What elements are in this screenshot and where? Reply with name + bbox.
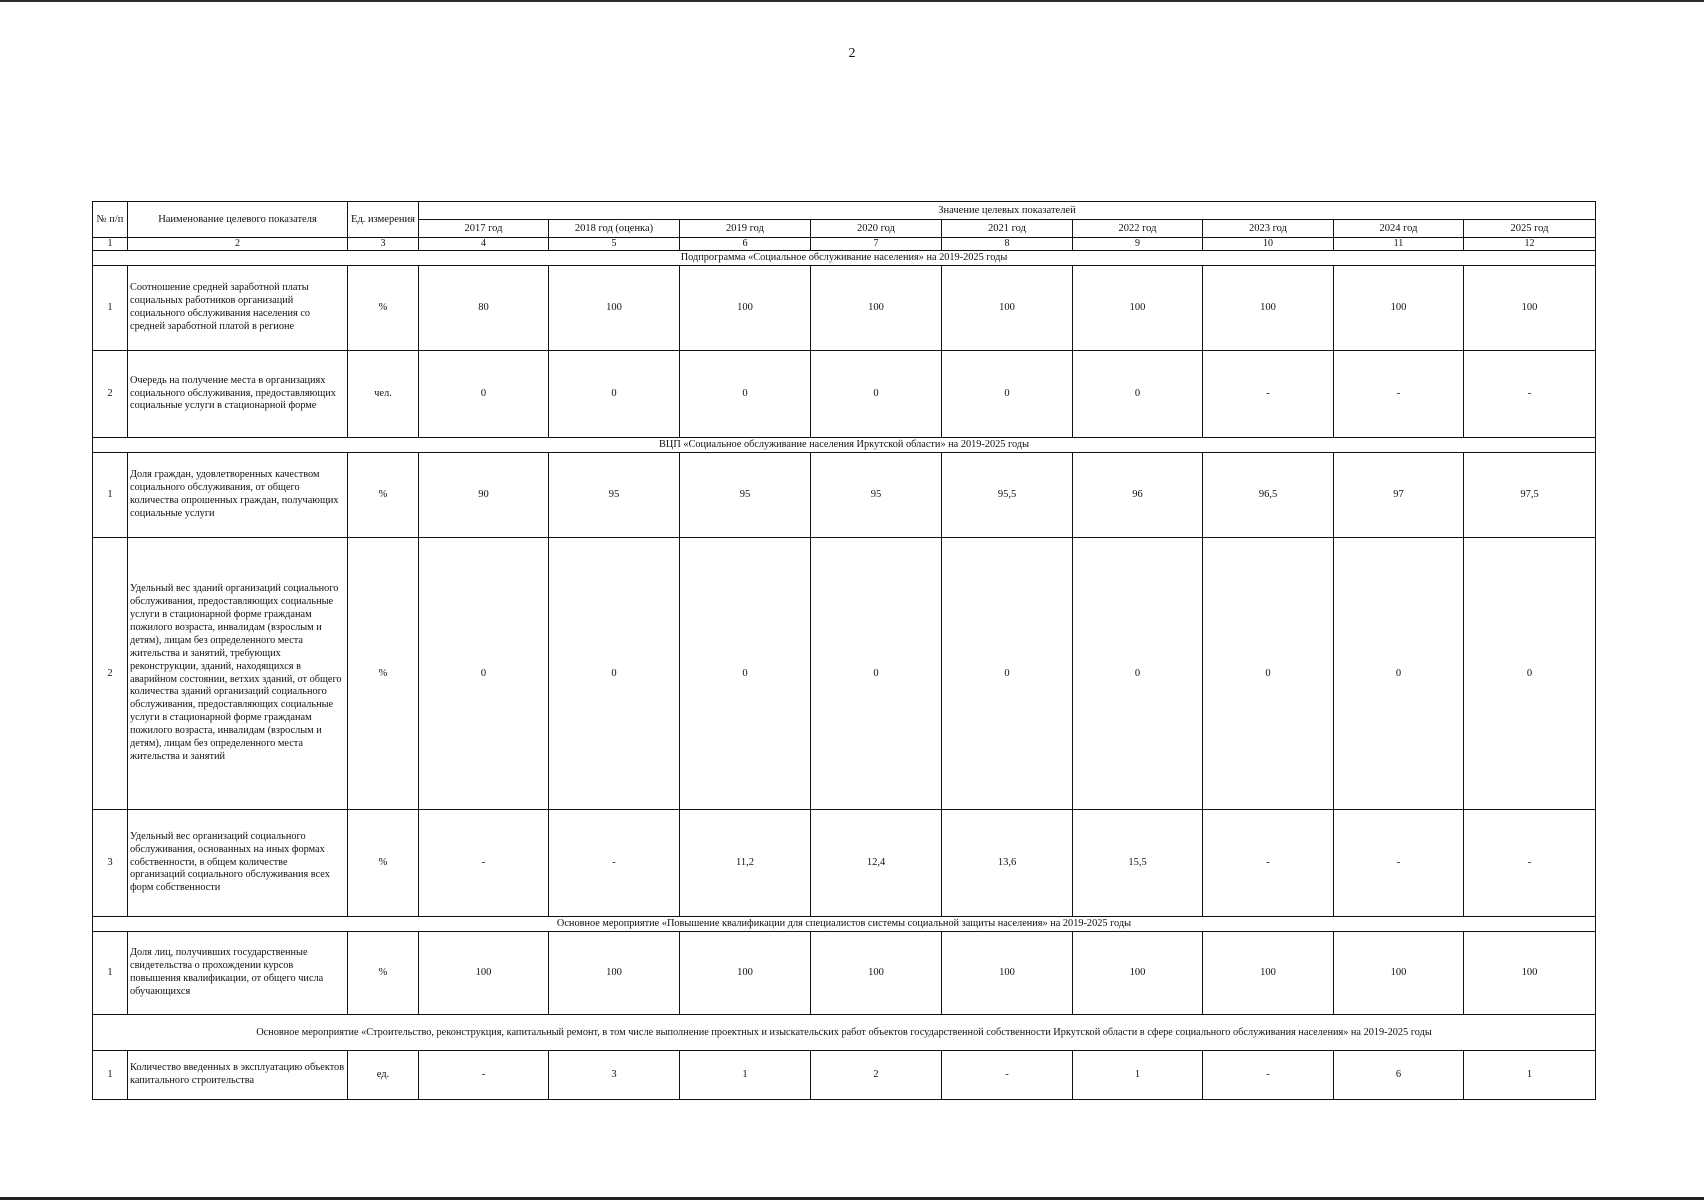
value-cell: 100 [1203, 932, 1334, 1015]
value-cell: 0 [419, 538, 549, 810]
unit-cell: % [348, 266, 419, 351]
value-cell: 0 [942, 538, 1073, 810]
header-year: 2020 год [811, 220, 942, 238]
value-cell: 100 [419, 932, 549, 1015]
value-cell: 100 [1203, 266, 1334, 351]
value-cell: 100 [1464, 266, 1596, 351]
value-cell: 100 [942, 266, 1073, 351]
section-row [93, 251, 1596, 266]
section-row [93, 917, 1596, 932]
value-cell: 96,5 [1203, 453, 1334, 538]
column-number: 2 [128, 238, 348, 251]
value-cell: 0 [1464, 538, 1596, 810]
value-cell: - [1334, 351, 1464, 438]
unit-cell: ед. [348, 1051, 419, 1100]
value-cell: 100 [1464, 932, 1596, 1015]
unit-cell: % [348, 453, 419, 538]
column-number-row [93, 238, 1596, 251]
indicator-name: Количество введенных в эксплуатацию объектов капитального строительства [128, 1051, 348, 1100]
value-cell: 1 [1464, 1051, 1596, 1100]
value-cell: 11,2 [680, 810, 811, 917]
value-cell: 13,6 [942, 810, 1073, 917]
value-cell: 0 [549, 351, 680, 438]
header-year: 2023 год [1203, 220, 1334, 238]
indicator-name: Доля граждан, удовлетворенных качеством социального обслуживания, от общего количества опрошенных граждан, получающих социальные услуги [128, 453, 348, 538]
value-cell: 0 [680, 351, 811, 438]
table-row [93, 1051, 1596, 1100]
value-cell: 0 [680, 538, 811, 810]
indicator-name: Удельный вес организаций социального обслуживания, основанных на иных формах собственности, в общем количестве организаций социального обслуживания всех форм собственности [128, 810, 348, 917]
column-number: 10 [1203, 238, 1334, 251]
value-cell: 100 [1073, 932, 1203, 1015]
header-year: 2022 год [1073, 220, 1203, 238]
indicator-name: Соотношение средней заработной платы социальных работников организаций социального обслуживания населения со средней заработной платой в регионе [128, 266, 348, 351]
header-year: 2021 год [942, 220, 1073, 238]
value-cell: - [1203, 351, 1334, 438]
row-num: 3 [93, 810, 128, 917]
row-num: 2 [93, 351, 128, 438]
header-values-group: Значение целевых показателей [419, 202, 1596, 220]
table-row [93, 266, 1596, 351]
value-cell: 15,5 [1073, 810, 1203, 917]
value-cell: 12,4 [811, 810, 942, 917]
unit-cell: % [348, 932, 419, 1015]
row-num: 2 [93, 538, 128, 810]
section-row [93, 1015, 1596, 1051]
value-cell: 1 [680, 1051, 811, 1100]
value-cell: 6 [1334, 1051, 1464, 1100]
section-title: Основное мероприятие «Строительство, реконструкция, капитальный ремонт, в том числе выполнение проектных и изыскательских работ объектов государственной собственности Иркутской области в сфере социального обслуживания населения» на 2019-2025 годы [93, 1015, 1596, 1051]
unit-cell: % [348, 810, 419, 917]
header-num: № п/п [93, 202, 128, 238]
value-cell: 0 [811, 351, 942, 438]
value-cell: 0 [419, 351, 549, 438]
table-row [93, 810, 1596, 917]
scan-border-top [0, 0, 1704, 2]
header-year: 2018 год (оценка) [549, 220, 680, 238]
section-title: ВЦП «Социальное обслуживание населения Иркутской области» на 2019-2025 годы [93, 438, 1596, 453]
column-number: 7 [811, 238, 942, 251]
column-number: 8 [942, 238, 1073, 251]
value-cell: 96 [1073, 453, 1203, 538]
header-name: Наименование целевого показателя [128, 202, 348, 238]
row-num: 1 [93, 1051, 128, 1100]
table-row [93, 453, 1596, 538]
column-number: 11 [1334, 238, 1464, 251]
value-cell: 97 [1334, 453, 1464, 538]
value-cell: 0 [1203, 538, 1334, 810]
value-cell: - [419, 1051, 549, 1100]
table-row [93, 538, 1596, 810]
row-num: 1 [93, 266, 128, 351]
row-num: 1 [93, 932, 128, 1015]
value-cell: 100 [811, 266, 942, 351]
column-number: 1 [93, 238, 128, 251]
value-cell: 95 [680, 453, 811, 538]
value-cell: - [1203, 810, 1334, 917]
indicator-name: Доля лиц, получивших государственные свидетельства о прохождении курсов повышения квалификации, от общего числа обучающихся [128, 932, 348, 1015]
value-cell: - [419, 810, 549, 917]
value-cell: 95 [811, 453, 942, 538]
value-cell: 80 [419, 266, 549, 351]
value-cell: 90 [419, 453, 549, 538]
unit-cell: % [348, 538, 419, 810]
value-cell: 3 [549, 1051, 680, 1100]
value-cell: 95 [549, 453, 680, 538]
unit-cell: чел. [348, 351, 419, 438]
value-cell: - [942, 1051, 1073, 1100]
value-cell: 0 [811, 538, 942, 810]
value-cell: 1 [1073, 1051, 1203, 1100]
value-cell: 100 [549, 932, 680, 1015]
table-row [93, 351, 1596, 438]
value-cell: 0 [549, 538, 680, 810]
row-num: 1 [93, 453, 128, 538]
target-indicators-table [92, 201, 1596, 1100]
section-row [93, 438, 1596, 453]
column-number: 9 [1073, 238, 1203, 251]
indicator-name: Удельный вес зданий организаций социального обслуживания, предоставляющих социальные услуги в стационарной форме гражданам пожилого возраста, инвалидам (взрослым и детям), лицам без определенного места жительства и занятий, требующих реконструкции, зданий, находящихся в аварийном состоянии, ветхих зданий, от общего количества зданий организаций социального обслуживания, предоставляющих социальные услуги в стационарной форме гражданам пожилого возраста, инвалидам (взрослым и детям), лицам без определенного места жительства и занятий [128, 538, 348, 810]
header-year: 2025 год [1464, 220, 1596, 238]
column-number: 4 [419, 238, 549, 251]
section-title: Подпрограмма «Социальное обслуживание населения» на 2019-2025 годы [93, 251, 1596, 266]
value-cell: - [1464, 351, 1596, 438]
value-cell: 0 [1073, 351, 1203, 438]
value-cell: - [549, 810, 680, 917]
value-cell: 100 [811, 932, 942, 1015]
value-cell: 100 [1334, 266, 1464, 351]
header-year: 2024 год [1334, 220, 1464, 238]
value-cell: - [1334, 810, 1464, 917]
value-cell: 0 [1073, 538, 1203, 810]
column-number: 3 [348, 238, 419, 251]
page-number: 2 [848, 46, 856, 61]
value-cell: 2 [811, 1051, 942, 1100]
header-year: 2019 год [680, 220, 811, 238]
table-row [93, 932, 1596, 1015]
value-cell: 100 [680, 266, 811, 351]
column-number: 6 [680, 238, 811, 251]
value-cell: 100 [549, 266, 680, 351]
value-cell: 100 [1073, 266, 1203, 351]
value-cell: - [1464, 810, 1596, 917]
column-number: 5 [549, 238, 680, 251]
value-cell: 97,5 [1464, 453, 1596, 538]
column-number: 12 [1464, 238, 1596, 251]
header-unit: Ед. измерения [348, 202, 419, 238]
value-cell: 100 [1334, 932, 1464, 1015]
value-cell: 95,5 [942, 453, 1073, 538]
value-cell: 0 [1334, 538, 1464, 810]
value-cell: - [1203, 1051, 1334, 1100]
value-cell: 100 [680, 932, 811, 1015]
section-title: Основное мероприятие «Повышение квалификации для специалистов системы социальной защиты населения» на 2019-2025 годы [93, 917, 1596, 932]
value-cell: 100 [942, 932, 1073, 1015]
indicator-name: Очередь на получение места в организациях социального обслуживания, предоставляющих социальные услуги в стационарной форме [128, 351, 348, 438]
header-year: 2017 год [419, 220, 549, 238]
value-cell: 0 [942, 351, 1073, 438]
